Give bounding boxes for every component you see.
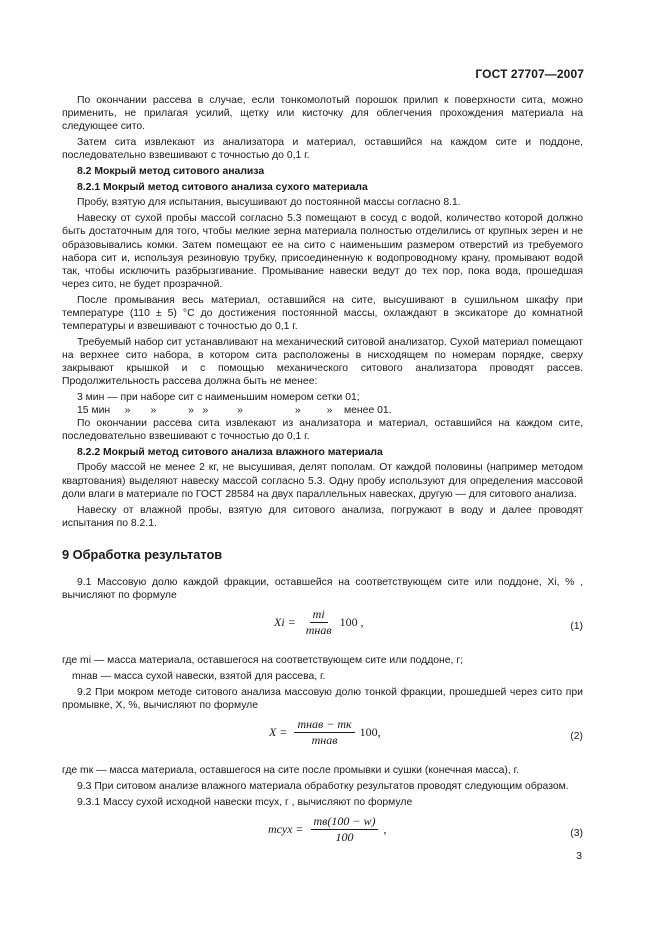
- section-heading-8-2: 8.2 Мокрый метод ситового анализа: [77, 166, 265, 178]
- paragraph: Пробу, взятую для испытания, высушивают до постоянной массы согласно 8.1.: [77, 197, 461, 209]
- section-heading-9: 9 Обработка результатов: [62, 546, 223, 562]
- section-heading-8-2-2: 8.2.2 Мокрый метод ситового анализа влажного материала: [77, 447, 383, 459]
- paragraph: 9.2 При мокром методе ситового анализа массовую долю тонкой фракции, прошедшей через сито при промывке, X, %, вычисляют по формуле: [62, 686, 583, 711]
- paragraph: 9.3 При ситовом анализе влажного материала обработку результатов проводят следующим образом.: [77, 780, 569, 792]
- formula-2: [62, 718, 583, 758]
- page-body: [62, 94, 583, 861]
- paragraph: После промывания весь материал, оставшийся на сите, высушивают в сушильном шкафу при температуре (110 ± 5) °С до достижения постоянной массы, охлаждают в эксикаторе до комнатной температуры и взвешивают с точностью до 0,1 г.: [62, 294, 583, 332]
- paragraph: Пробу массой не менее 2 кг, не высушивая, делят пополам. От каждой половины (например методом квартования) выделяют навеску массой согласно 5.3. Одну пробу используют для определения массовой доли влаги в материале по ГОСТ 28584 на двух параллельных навесках, другую — для ситового анализа.: [62, 462, 583, 500]
- paragraph: Навеску от сухой пробы массой согласно 5.3 помещают в сосуд с водой, количество которой должно быть достаточным для того, чтобы мелкие зерна материала полностью отделились от крупных зерен и не образовывались комки. Затем помещают ее на сито с наименьшим размером отверстий из требуемого набора сит и, используя резиновую трубку, присоединенную к водопроводному крану, промывают водой так, чтобы исключить разбрызгивание. Промывание навески ведут до тех пор, пока вода, прошедшая через сито, не будет прозрачной.: [62, 213, 583, 290]
- paragraph: Навеску от влажной пробы, взятую для ситового анализа, погружают в воду и далее проводят испытания по 8.2.1.: [62, 504, 583, 529]
- page-number: 3: [576, 851, 582, 862]
- variable-definition: mнав — масса сухой навески, взятой для рассева, г.: [72, 670, 326, 682]
- formula-1: [62, 608, 583, 648]
- paragraph: 9.3.1 Массу сухой исходной навески mсух, г , вычисляют по формуле: [77, 796, 413, 808]
- equation-number: (1): [570, 620, 583, 632]
- formula-numerator: mнав − mк: [294, 718, 354, 733]
- variable-definition: где mi — масса материала, оставшегося на соответствующем сите или поддоне, г;: [62, 654, 464, 666]
- equation-number: (2): [570, 730, 583, 742]
- section-heading-8-2-1: 8.2.1 Мокрый метод ситового анализа сухого материала: [77, 182, 368, 194]
- paragraph: 9.1 Массовую долю каждой фракции, оставшейся на соответствующем сите или поддоне, Xi, % , вычисляют по формуле: [62, 576, 583, 601]
- formula-lhs: Xi =: [274, 615, 296, 630]
- formula-denominator: 100: [335, 829, 354, 844]
- formula-denominator: mнав: [305, 623, 332, 638]
- document-standard-id: ГОСТ 27707—2007: [475, 67, 584, 81]
- formula-lhs: X =: [269, 724, 288, 739]
- paragraph: Требуемый набор сит устанавливают на механический ситовой анализатор. Сухой материал помещают на верхнее сито набора, в котором сита расположены в нисходящем по номерам порядке, сверху закрывают крышкой и с помощью механического ситового анализатора проводят рассев. Продолжительность рассева должна быть не менее:: [62, 336, 583, 388]
- formula-lhs: mсух =: [268, 821, 304, 836]
- formula-denominator: mнав: [311, 733, 338, 748]
- paragraph: Затем сита извлекают из анализатора и материал, оставшийся на каждом сите и поддоне, последовательно взвешивают с точностью до 0,1 г.: [62, 137, 583, 162]
- paragraph: По окончании рассева сита извлекают из анализатора и материал, оставшийся на каждом сите, последовательно взвешивают с точностью до 0,1 г.: [62, 418, 583, 443]
- variable-definition: где mк — масса материала, оставшегося на сите после промывки и сушки (конечная масса), г.: [62, 764, 520, 776]
- paragraph: По окончании рассева в случае, если тонкомолотый порошок прилип к поверхности сита, можно применить, не прилагая усилий, щетку или кисточку для облегчения прохождения материала на следующее сито.: [62, 95, 583, 133]
- formula-numerator: mi: [310, 608, 328, 623]
- formula-tail: ,: [383, 821, 387, 836]
- formula-numerator: mв(100 − w): [311, 815, 379, 830]
- formula-3: [62, 815, 583, 855]
- formula-tail: 100,: [359, 724, 381, 739]
- duration-item: 15 мин » » » » » » » менее 01.: [77, 405, 392, 417]
- duration-item: 3 мин — при наборе сит с наименьшим номером сетки 01;: [77, 391, 360, 403]
- equation-number: (3): [570, 827, 583, 839]
- formula-tail: 100 ,: [339, 615, 364, 630]
